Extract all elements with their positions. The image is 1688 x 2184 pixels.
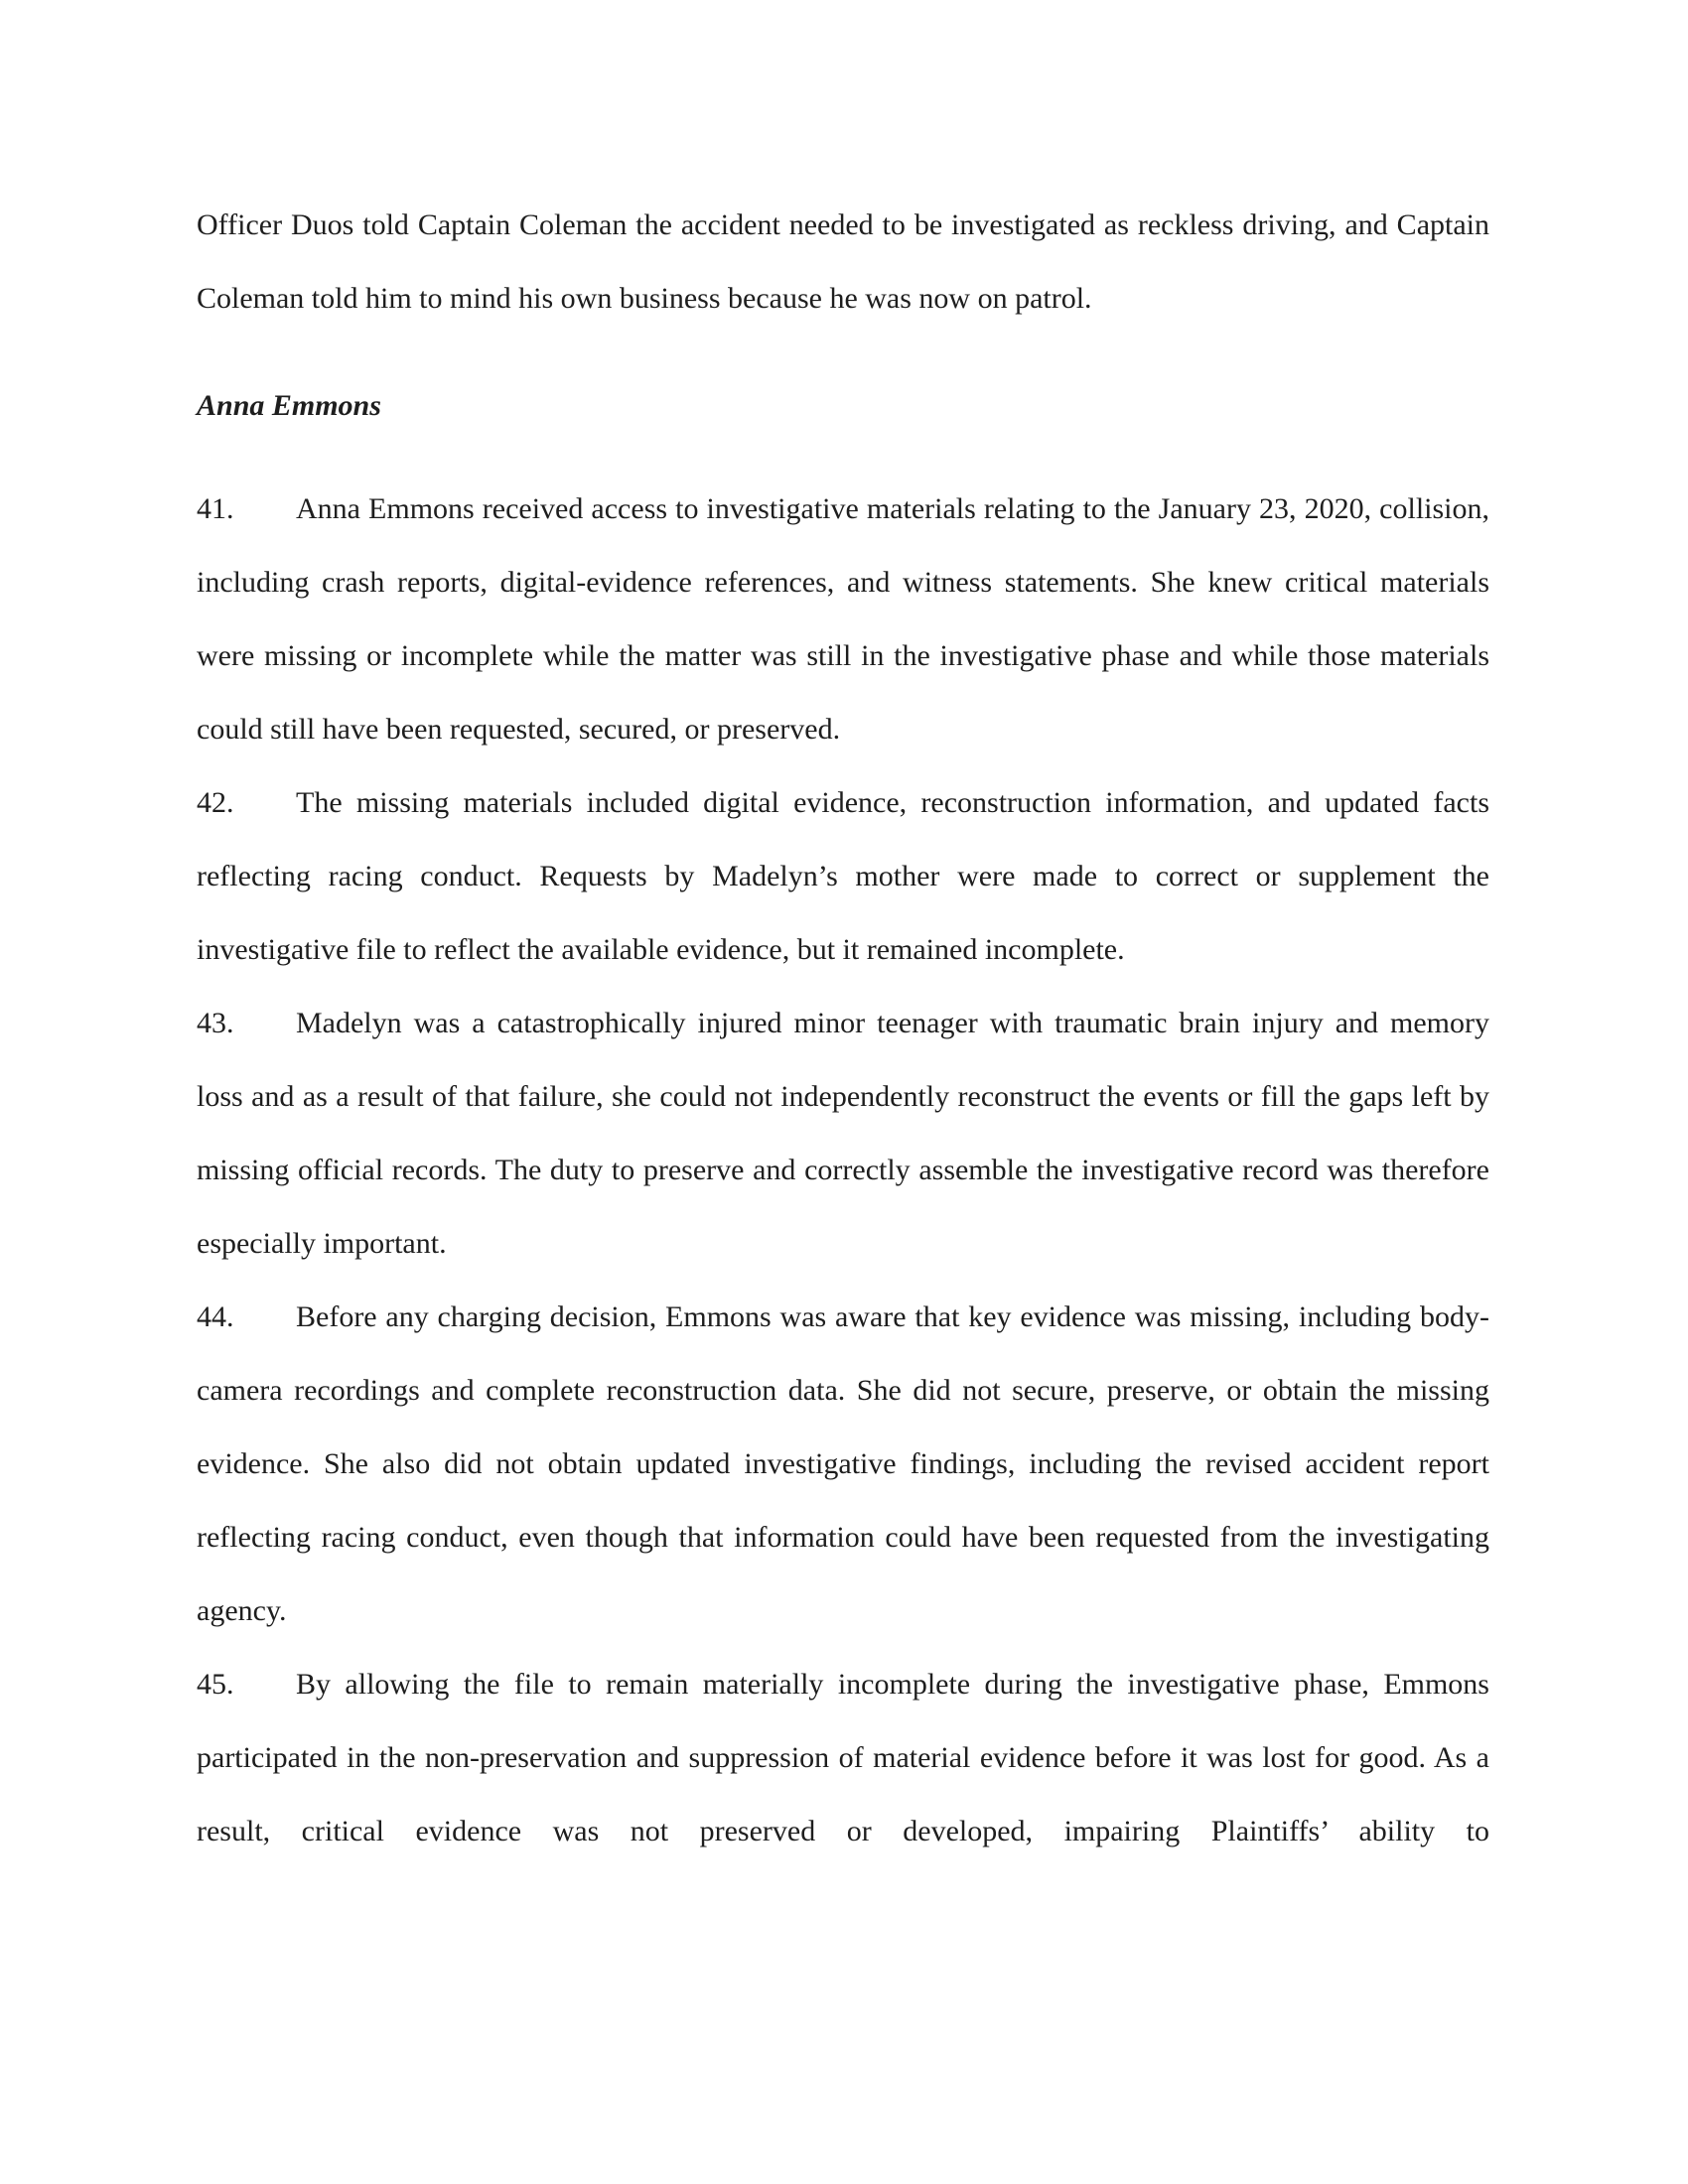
paragraph-text: The missing materials included digital evidence, reconstruction information, and updated facts reflecting racing conduct. Requests by Madelyn’s mother were made to correct or supplement the investigative file to reflect the available evidence, but it remained incomplete. <box>197 786 1489 966</box>
paragraph-text: Madelyn was a catastrophically injured minor teenager with traumatic brain injury and memory loss and as a result of that failure, she could not independently reconstruct the events or fill the gaps left by missing official records. The duty to preserve and correctly assemble the investigative record was therefore especially important. <box>197 1007 1489 1260</box>
paragraph-42 <box>197 766 1489 987</box>
paragraph-number: 42. <box>197 786 234 819</box>
paragraph-number: 45. <box>197 1668 234 1701</box>
paragraph-41 <box>197 473 1489 766</box>
paragraph-43 <box>197 987 1489 1281</box>
section-heading: Anna Emmons <box>197 389 381 422</box>
paragraph-number: 41. <box>197 492 234 525</box>
paragraph-44 <box>197 1281 1489 1648</box>
document-body <box>197 189 1489 1868</box>
paragraph-text: By allowing the file to remain materially incomplete during the investigative phase, Emmons participated in the non-preservation and suppression of material evidence before it was lost for good. As a result, critical evidence was not preserved or developed, impairing Plaintiffs’ ability to <box>197 1668 1489 1847</box>
paragraph-number: 44. <box>197 1300 234 1333</box>
paragraph-number: 43. <box>197 1007 234 1039</box>
paragraph-text: Anna Emmons received access to investigative materials relating to the January 23, 2020, collision, including crash reports, digital-evidence references, and witness statements. She knew critical materials were missing or incomplete while the matter was still in the investigative phase and while those materials could still have been requested, secured, or preserved. <box>197 492 1489 746</box>
intro-paragraph: Officer Duos told Captain Coleman the accident needed to be investigated as reckless driving, and Captain Coleman told him to mind his own business because he was now on patrol. <box>197 208 1489 315</box>
paragraph-text: Before any charging decision, Emmons was aware that key evidence was missing, including body-camera recordings and complete reconstruction data. She did not secure, preserve, or obtain the missing evidence. She also did not obtain updated investigative findings, including the revised accident report reflecting racing conduct, even though that information could have been requested from the investigating agency. <box>197 1300 1489 1627</box>
paragraph-45 <box>197 1648 1489 1868</box>
